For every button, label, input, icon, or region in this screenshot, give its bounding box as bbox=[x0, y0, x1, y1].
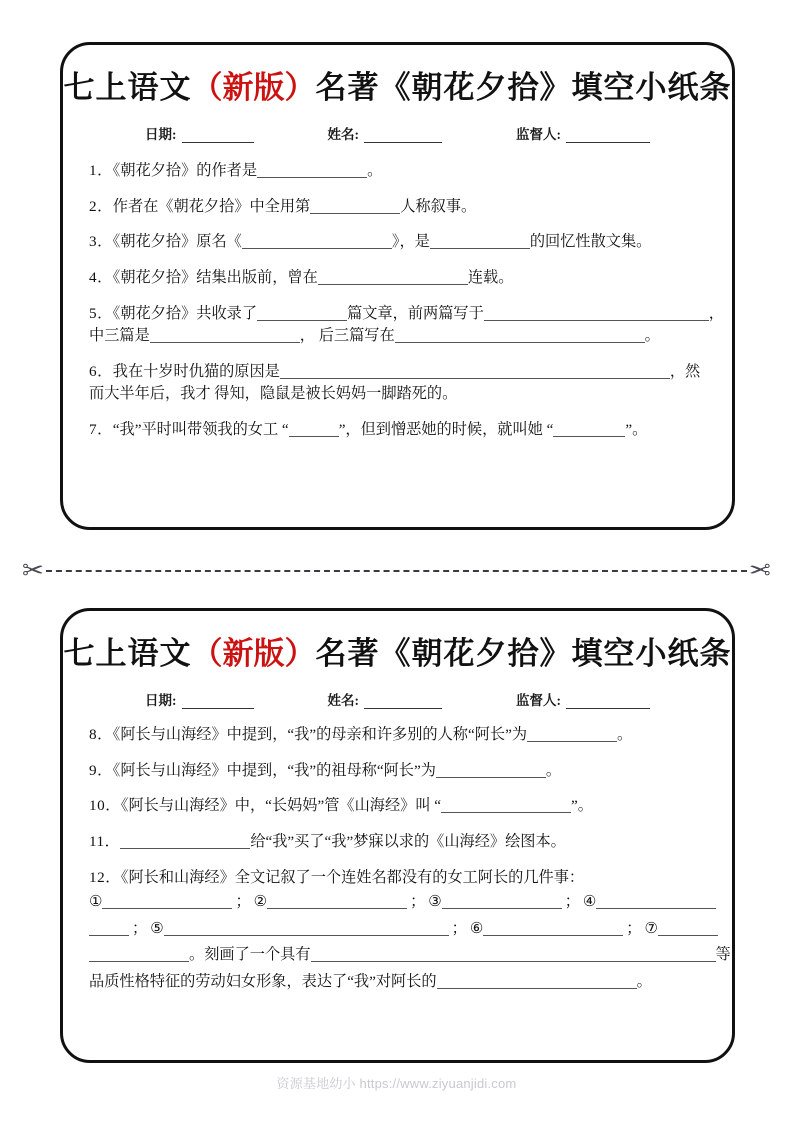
question-9-number: 9． bbox=[89, 761, 113, 779]
question-3-blank-1[interactable] bbox=[242, 233, 392, 249]
card-2-title bbox=[63, 628, 732, 673]
question-8-text-b: 。 bbox=[617, 726, 633, 743]
question-3 bbox=[89, 230, 706, 255]
question-12-tail-line2-text-b: 。 bbox=[636, 973, 652, 990]
question-4 bbox=[89, 266, 706, 291]
question-3-text-b: 》，是 bbox=[391, 233, 430, 251]
question-5-text-b: 篇文章，前两篇写于 bbox=[347, 304, 484, 322]
question-1-blank[interactable] bbox=[257, 162, 367, 178]
supervisor-label-2: 监督人: bbox=[516, 693, 561, 708]
date-field[interactable] bbox=[145, 123, 254, 143]
question-7-text-a: “我”平时叫带领我的女工 “ bbox=[112, 421, 289, 438]
question-12-items-line-1 bbox=[89, 890, 706, 915]
question-7-number: 7． bbox=[89, 421, 113, 438]
question-5-blank-1[interactable] bbox=[257, 305, 347, 321]
question-8 bbox=[89, 723, 706, 748]
question-12-blank-4[interactable] bbox=[596, 893, 716, 909]
separator-1: ； bbox=[235, 893, 251, 911]
question-4-number: 4． bbox=[89, 268, 113, 286]
name-input-line-2[interactable] bbox=[364, 694, 442, 709]
question-2 bbox=[89, 195, 706, 220]
question-5-blank-3[interactable] bbox=[150, 327, 300, 343]
question-8-number: 8． bbox=[89, 726, 113, 743]
question-5-line2-text-a: 中三篇是 bbox=[89, 327, 150, 345]
question-10-number: 10． bbox=[89, 797, 121, 815]
worksheet-card-1 bbox=[60, 42, 735, 530]
question-8-blank[interactable] bbox=[527, 726, 617, 742]
name-label: 姓名: bbox=[327, 127, 359, 142]
title-suffix: 名著《朝花夕拾》填空小纸条 bbox=[315, 70, 732, 105]
date-label: 日期: bbox=[145, 127, 177, 142]
question-9-blank[interactable] bbox=[436, 762, 546, 778]
supervisor-input-line[interactable] bbox=[566, 128, 650, 143]
title-prefix-2: 七上语文 bbox=[63, 636, 192, 671]
question-5-line2-text-c: 。 bbox=[644, 327, 660, 345]
name-input-line[interactable] bbox=[364, 128, 442, 143]
cut-dashed-line bbox=[46, 570, 747, 572]
item-marker-6: ⑥ bbox=[469, 920, 484, 937]
question-5-blank-4[interactable] bbox=[395, 327, 645, 343]
card-2-info-row bbox=[63, 689, 732, 709]
supervisor-field[interactable] bbox=[516, 123, 650, 143]
card-1-title bbox=[63, 62, 732, 107]
question-12-blank-6[interactable] bbox=[483, 920, 623, 936]
question-6 bbox=[89, 360, 706, 407]
name-field[interactable] bbox=[328, 123, 443, 143]
title-red-badge-2: （新版） bbox=[191, 636, 316, 671]
question-5-line-2 bbox=[89, 324, 706, 349]
question-12-tail-text-a: 。刻画了一个具有 bbox=[189, 946, 311, 964]
question-1-text-a: 《朝花夕拾》的作者是 bbox=[112, 162, 258, 179]
question-7-blank-1[interactable] bbox=[289, 421, 339, 437]
separator-3: ； bbox=[564, 893, 580, 911]
title-red-badge: （新版） bbox=[191, 70, 316, 105]
question-11-text-a: 给“我”买了“我”梦寐以求的《山海经》绘图本。 bbox=[250, 832, 566, 850]
watermark: 资源基地幼小 https://www.ziyuanjidi.com bbox=[276, 1076, 517, 1091]
question-5-line2-text-b: ， 后三篇写在 bbox=[299, 327, 395, 345]
scissors-icon: ✂ bbox=[22, 556, 44, 585]
title-suffix-2: 名著《朝花夕拾》填空小纸条 bbox=[315, 636, 732, 671]
separator-2: ； bbox=[410, 893, 426, 911]
card-2-questions bbox=[89, 723, 731, 995]
name-field-2[interactable] bbox=[328, 689, 443, 709]
question-12-blank-7[interactable] bbox=[658, 920, 718, 936]
question-7-text-b: ”，但到憎恶她的时候，就叫她 “ bbox=[338, 421, 554, 438]
question-2-number: 2． bbox=[89, 197, 113, 215]
question-12 bbox=[89, 866, 731, 995]
question-12-blank-3[interactable] bbox=[442, 893, 562, 909]
card-1-info-row bbox=[63, 123, 732, 143]
question-10-text-a: 《阿长与山海经》中，“长妈妈”管《山海经》叫 “ bbox=[120, 797, 442, 815]
item-marker-7: ⑦ bbox=[644, 920, 658, 937]
question-7 bbox=[89, 418, 706, 443]
question-11 bbox=[89, 830, 706, 855]
question-10 bbox=[89, 794, 706, 819]
question-9-text-a: 《阿长与山海经》中提到，“我”的祖母称“阿长”为 bbox=[112, 761, 436, 779]
question-9-text-b: 。 bbox=[545, 761, 562, 779]
item-marker-5: ⑤ bbox=[150, 920, 164, 937]
question-5-number: 5． bbox=[89, 304, 113, 322]
question-2-blank[interactable] bbox=[310, 198, 400, 214]
scissors-icon-right: ✂ bbox=[749, 556, 771, 585]
question-10-blank[interactable] bbox=[441, 797, 571, 813]
question-12-items-line-2 bbox=[89, 917, 706, 942]
question-12-blank-7-cont[interactable] bbox=[89, 946, 189, 962]
question-12-blank-1[interactable] bbox=[102, 893, 232, 909]
item-marker-2: ② bbox=[253, 894, 268, 911]
date-label-2: 日期: bbox=[145, 693, 177, 708]
question-6-number: 6． bbox=[89, 362, 113, 380]
question-11-number: 11． bbox=[89, 832, 121, 850]
question-6-blank[interactable] bbox=[280, 363, 670, 379]
question-12-number: 12． bbox=[89, 868, 121, 886]
question-3-text-c: 的回忆性散文集。 bbox=[529, 233, 652, 251]
worksheet-card-2 bbox=[60, 608, 735, 1063]
question-1 bbox=[89, 159, 706, 184]
date-input-line[interactable] bbox=[182, 128, 254, 143]
question-11-blank[interactable] bbox=[120, 833, 250, 849]
question-12-tail-line2-text-a: 品质性格特征的劳动妇女形象，表达了“我”对阿长的 bbox=[89, 973, 437, 990]
question-10-text-b: ”。 bbox=[571, 797, 593, 815]
question-9 bbox=[89, 759, 706, 784]
item-marker-4: ④ bbox=[582, 894, 597, 911]
question-7-text-c: ”。 bbox=[625, 421, 648, 438]
name-label-2: 姓名: bbox=[327, 693, 359, 708]
question-4-text-a: 《朝花夕拾》结集出版前，曾在 bbox=[112, 268, 318, 286]
question-12-blank-5[interactable] bbox=[164, 920, 449, 936]
question-1-text-b: 。 bbox=[367, 162, 383, 179]
question-6-line-2: 而大半年后，我才 得知，隐鼠是被长妈妈一脚踏死的。 bbox=[89, 385, 458, 403]
question-2-text-b: 人称叙事。 bbox=[400, 197, 477, 215]
question-5 bbox=[89, 302, 724, 349]
question-3-blank-2[interactable] bbox=[430, 233, 530, 249]
question-12-tail-text-b: 等 bbox=[715, 946, 731, 964]
question-12-tail-line-1 bbox=[89, 943, 731, 968]
separator-5: ； bbox=[451, 919, 467, 937]
question-3-number: 3． bbox=[89, 233, 113, 251]
separator-4: ； bbox=[132, 919, 148, 937]
question-12-tail-line-2 bbox=[89, 970, 706, 995]
question-5-text-a: 《朝花夕拾》共收录了 bbox=[112, 304, 258, 322]
question-4-text-b: 连载。 bbox=[467, 268, 514, 286]
cut-divider bbox=[22, 551, 771, 591]
card-1-questions bbox=[89, 159, 724, 443]
item-marker-3: ③ bbox=[428, 894, 442, 911]
supervisor-input-line-2[interactable] bbox=[566, 694, 650, 709]
question-5-blank-2[interactable] bbox=[484, 305, 709, 321]
date-input-line-2[interactable] bbox=[182, 694, 254, 709]
question-8-text-a: 《阿长与山海经》中提到，“我”的母亲和许多别的人称“阿长”为 bbox=[112, 726, 528, 743]
question-12-blank-4-cont[interactable] bbox=[89, 920, 129, 936]
question-7-blank-2[interactable] bbox=[553, 421, 625, 437]
title-prefix: 七上语文 bbox=[63, 70, 192, 105]
separator-6: ； bbox=[626, 919, 642, 937]
supervisor-field-2[interactable] bbox=[516, 689, 650, 709]
question-6-text-b: ，然 bbox=[669, 362, 701, 380]
question-12-text-a: 《阿长和山海经》全文记叙了一个连姓名都没有的女工阿长的几件事： bbox=[120, 868, 585, 886]
date-field-2[interactable] bbox=[145, 689, 254, 709]
question-12-blank-9[interactable] bbox=[437, 973, 637, 989]
supervisor-label: 监督人: bbox=[516, 127, 561, 142]
question-1-number: 1． bbox=[89, 162, 113, 179]
question-4-blank[interactable] bbox=[318, 269, 468, 285]
question-6-text-a: 我在十岁时仇猫的原因是 bbox=[112, 362, 280, 380]
item-marker-1: ① bbox=[89, 894, 103, 911]
question-3-text-a: 《朝花夕拾》原名《 bbox=[112, 233, 242, 251]
question-12-blank-8[interactable] bbox=[311, 946, 716, 962]
question-2-text-a: 作者在《朝花夕拾》中全用第 bbox=[112, 197, 311, 215]
question-12-blank-2[interactable] bbox=[267, 893, 407, 909]
question-5-text-c: ， bbox=[708, 304, 724, 322]
